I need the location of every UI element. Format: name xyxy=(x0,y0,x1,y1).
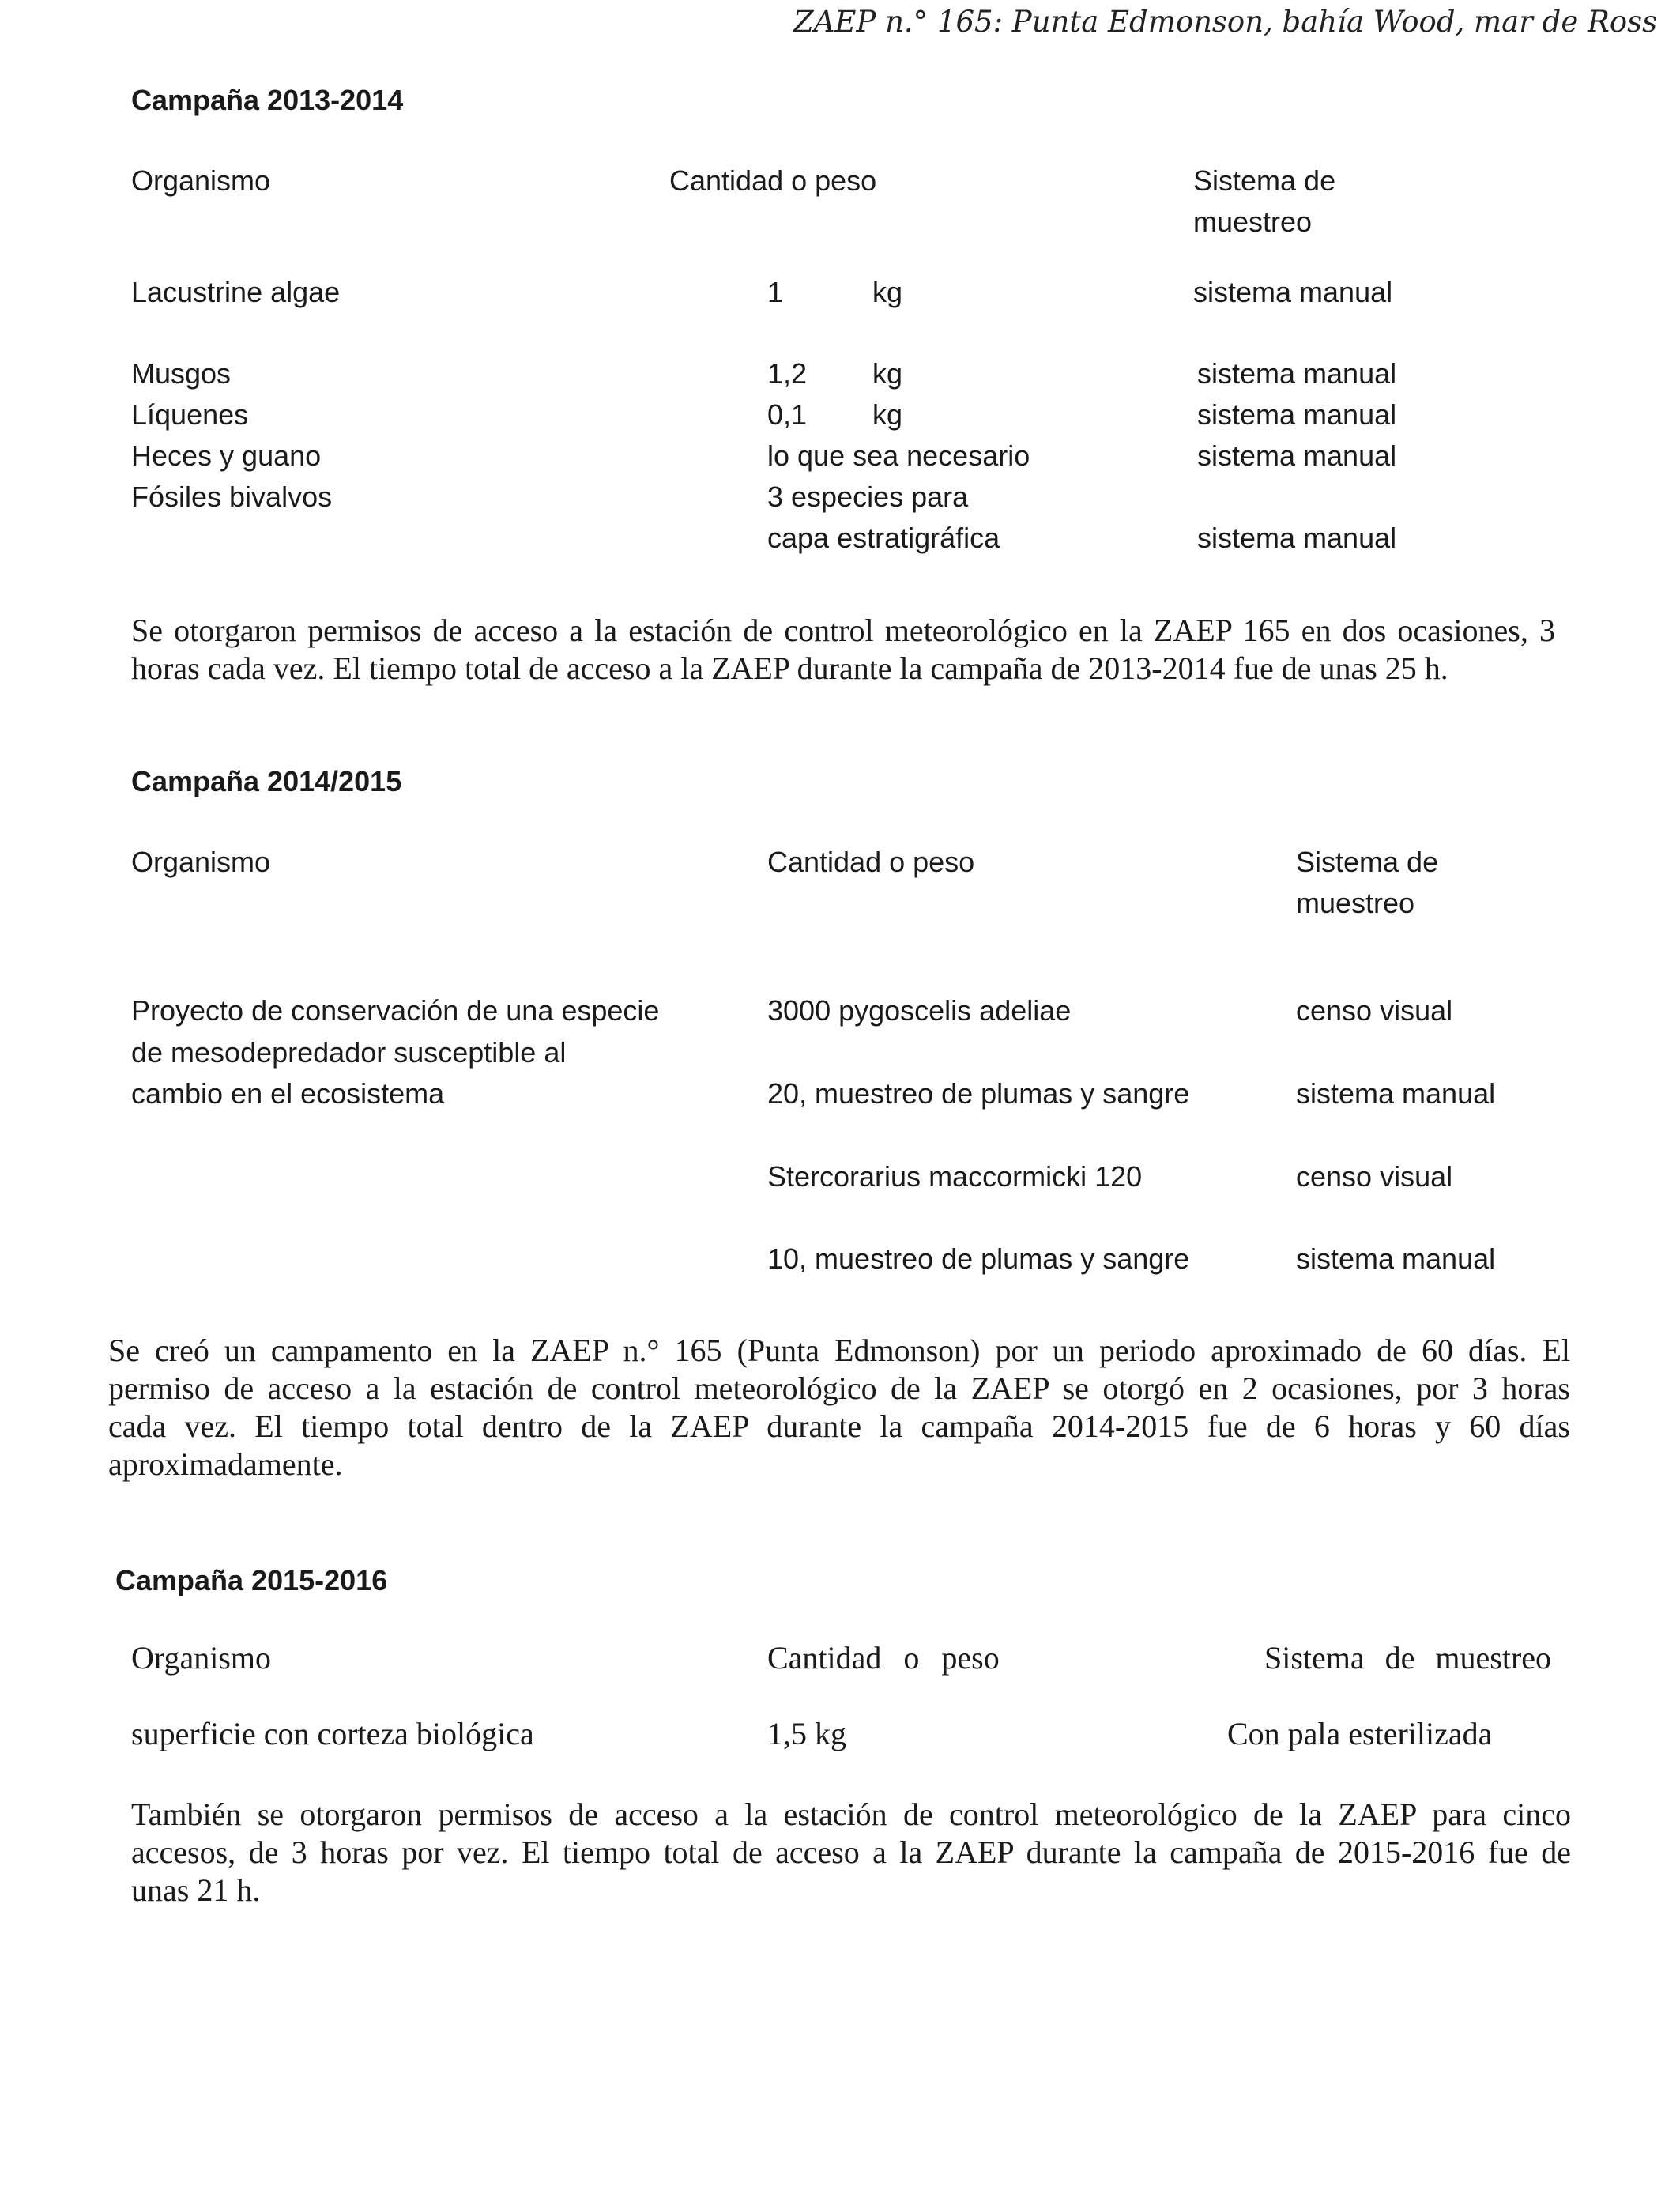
note-line: Se otorgaron permisos de acceso a la estación de control meteorológico en la ZAEP 165 en dos ocasiones, 3 xyxy=(131,613,1555,648)
table-row-unit: kg xyxy=(872,357,903,390)
col-header-system-cont: muestreo xyxy=(1193,205,1313,238)
col-header-organism: Organismo xyxy=(131,164,271,197)
table-row-system: sistema manual xyxy=(1197,357,1397,390)
note-line: cada vez. El tiempo total dentro de la ZAEP durante la campaña 2014-2015 fue de 6 horas y 60 días xyxy=(108,1408,1570,1444)
section-note-2014-2015 xyxy=(108,1332,1570,1483)
project-description-line: Proyecto de conservación de una especie xyxy=(131,994,660,1027)
note-line: aproximadamente. xyxy=(108,1446,343,1482)
note-line: unas 21 h. xyxy=(131,1872,261,1908)
table-row-organism: superficie con corteza biológica xyxy=(131,1716,534,1751)
col-header-system: Sistema de xyxy=(1296,846,1439,878)
col-header-quantity: Cantidad o peso xyxy=(669,164,877,197)
col-header-organism: Organismo xyxy=(131,846,271,878)
table-row-system: sistema manual xyxy=(1197,439,1397,472)
table-row-system: Con pala esterilizada xyxy=(1227,1716,1493,1751)
table-row-quantity: 1,2 xyxy=(767,357,808,390)
table-row-quantity: 20, muestreo de plumas y sangre xyxy=(767,1077,1190,1110)
note-line: Se creó un campamento en la ZAEP n.° 165 (Punta Edmonson) por un periodo aproximado de 60 días. El xyxy=(108,1333,1570,1368)
section-title-2013-2014: Campaña 2013-2014 xyxy=(131,84,404,116)
col-header-system-cont: muestreo xyxy=(1296,887,1415,919)
running-header: ZAEP n.° 165: Punta Edmonson, bahía Wood, mar de Ross xyxy=(793,5,1658,39)
table-row-system: sistema manual xyxy=(1197,398,1397,431)
section-note-2015-2016 xyxy=(131,1796,1571,1909)
table-row-system: sistema manual xyxy=(1296,1242,1496,1275)
table-row-organism: Fósiles bivalvos xyxy=(131,481,333,513)
table-row-organism: Líquenes xyxy=(131,398,249,431)
table-row-quantity-cont: capa estratigráfica xyxy=(767,522,1000,554)
table-row-organism: Heces y guano xyxy=(131,439,322,472)
table-row-system: censo visual xyxy=(1296,994,1453,1027)
col-header-quantity: Cantidad o peso xyxy=(767,1640,1000,1676)
table-row-quantity: lo que sea necesario xyxy=(767,439,1030,472)
table-row-quantity: Stercorarius maccormicki 120 xyxy=(767,1160,1143,1193)
col-header-quantity: Cantidad o peso xyxy=(767,846,975,878)
table-row-organism: Musgos xyxy=(131,357,232,390)
note-line: permiso de acceso a la estación de control meteorológico de la ZAEP se otorgó en 2 ocasiones, por 3 horas xyxy=(108,1370,1570,1406)
table-row-quantity: 1,5 kg xyxy=(767,1716,846,1751)
col-header-organism: Organismo xyxy=(131,1640,272,1676)
note-line: horas cada vez. El tiempo total de acceso a la ZAEP durante la campaña de 2013-2014 fue de unas 25 h. xyxy=(131,650,1448,686)
table-row-quantity: 0,1 xyxy=(767,398,808,431)
table-row-system: censo visual xyxy=(1296,1160,1453,1193)
table-row-unit: kg xyxy=(872,398,903,431)
table-row-quantity: 3 especies para xyxy=(767,481,969,513)
table-row-system: sistema manual xyxy=(1296,1077,1496,1110)
project-description-line: de mesodepredador susceptible al xyxy=(131,1036,567,1069)
table-row-system: sistema manual xyxy=(1193,276,1393,308)
table-row-unit: kg xyxy=(872,276,903,308)
table-row-quantity: 3000 pygoscelis adeliae xyxy=(767,994,1072,1027)
note-line: También se otorgaron permisos de acceso a la estación de control meteorológico de la ZAEP para cinco xyxy=(131,1796,1571,1832)
project-description-line: cambio en el ecosistema xyxy=(131,1077,445,1110)
note-line: accesos, de 3 horas por vez. El tiempo total de acceso a la ZAEP durante la campaña de 2015-2016 fue de xyxy=(131,1834,1571,1870)
table-row-quantity: 10, muestreo de plumas y sangre xyxy=(767,1242,1190,1275)
col-header-system: Sistema de muestreo xyxy=(1264,1640,1552,1676)
table-row-system: sistema manual xyxy=(1197,522,1397,554)
section-note-2013-2014 xyxy=(131,612,1555,688)
table-row-quantity: 1 xyxy=(767,276,784,308)
section-title-2015-2016: Campaña 2015-2016 xyxy=(115,1564,388,1596)
col-header-system: Sistema de xyxy=(1193,164,1336,197)
table-row-organism: Lacustrine algae xyxy=(131,276,341,308)
section-title-2014-2015: Campaña 2014/2015 xyxy=(131,765,402,797)
